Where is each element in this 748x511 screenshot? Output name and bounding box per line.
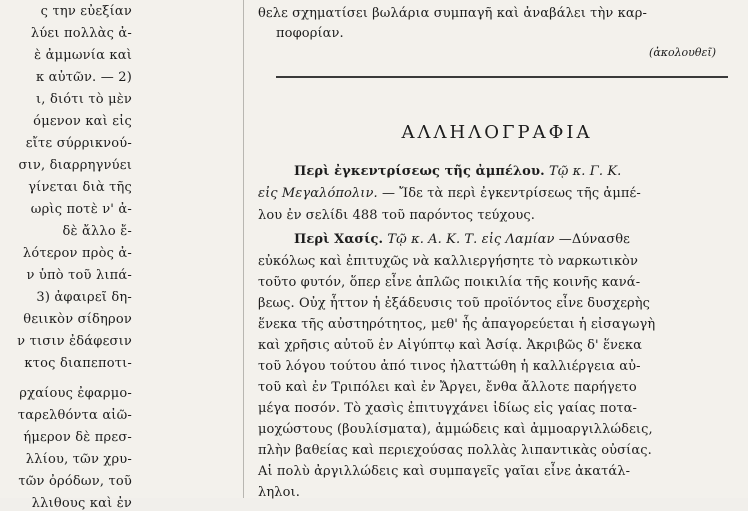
left-column-line: 3) ἀφαιρεῖ δη- [36,290,132,305]
left-column-line: λότερον πρὸς ἀ- [22,246,132,261]
item2-body-line: ληλοι. [258,485,300,500]
left-column-line: ωρὶς ποτὲ ν' ἀ- [30,202,132,217]
left-column-line: λύει πολλὰς ἀ- [30,26,132,41]
column-divider [243,0,244,498]
left-column-line: τῶν ὀρόδων, τοῦ [18,474,132,489]
item2-line1 [294,232,630,247]
continued-note: (ἀκολουθεῖ) [649,46,716,59]
item1-line1 [294,164,621,179]
left-column-line: ι, διότι τὸ μὲν [35,92,132,107]
item1-text: — Ἴδε τὰ περὶ ἐγκεντρίσεως τῆς ἀμπέ- [381,186,641,201]
left-column-line: ς την εὐεξίαν [40,4,132,19]
left-column-line: κ αὐτῶν. — 2) [36,70,132,85]
item1-place: εἰς Μεγαλόπολιν. [258,186,378,201]
item1-line3: λου ἐν σελίδι 488 τοῦ παρόντος τεύχους. [258,208,535,223]
item1-line2 [258,186,641,201]
item2-body-line: ἕνεκα τῆς αὐστηρότητος, μεθ' ἧς ἀπαγορεύεται ἡ εἰσαγωγὴ [258,317,656,332]
item2-body-line: καὶ χρῆσις αὐτοῦ ἐν Αἰγύπτῳ καὶ Ἀσίᾳ. Ἀκριβῶς δ' ἕνεκα [258,338,642,353]
right-column [258,0,736,498]
item2-body-line: μοχώστους (βουλίσματα), ἀμμώδεις καὶ ἀμμοαργιλλώδεις, [258,422,653,437]
item1-addressee: Τῷ κ. Γ. Κ. [548,164,622,179]
left-column-line: θειικὸν σίδηρον [23,312,132,327]
left-column-line: ρχαίους ἐφαρμο- [19,386,132,401]
continuation-line: ποφορίαν. [276,26,344,41]
item2-body-line: τοῦ καὶ ἐν Τριπόλει καὶ ἐν Ἄργει, ἔνθα ἄλλοτε παρήγετο [258,380,637,395]
item2-body-line: τοῦτο φυτόν, ὅπερ εἶνε ἁπλῶς ποικιλία τῆς κοινῆς κανά- [258,275,641,290]
item2-body-line: τοῦ λόγου τούτου ἀπό τινος ἠλαττώθη ἡ καλλιέργεια αὐ- [258,359,641,374]
item2-first-text: —Δύνασθε [558,232,630,247]
item2-body-line: βεως. Οὐχ ἧττον ἡ ἐξάδευσις τοῦ προϊόντος εἶνε δυσχερὴς [258,296,651,311]
left-column-line: δὲ ἄλλο ἔ- [62,224,132,239]
section-rule [276,76,728,78]
left-column-line: εἴτε σύρρικνού- [25,136,132,151]
continuation-line: θελε σχηματίσει βωλάρια συμπαγῆ καὶ ἀναβάλει τὴν καρ- [258,6,647,21]
left-column-line: λλίου, τῶν χρυ- [25,452,132,467]
item1-title: Περὶ ἐγκεντρίσεως τῆς ἀμπέλου. [294,164,545,179]
item2-body-line: πλὴν βαθείας καὶ περιεχούσας πολλὰς λιπαντικὰς οὐσίας. [258,443,652,458]
item2-body-line: Αἱ πολὺ ἀργιλλώδεις καὶ συμπαγεῖς γαῖαι εἶνε ἀκατάλ- [258,464,631,479]
left-column-line: όμενον καὶ εἰς [33,114,132,129]
left-column-line: γίνεται διὰ τῆς [28,180,132,195]
left-column-line: ὲ ἀμμωνία καὶ [34,48,132,63]
left-column-line: κτος διαπεποτι- [24,356,132,371]
section-heading: ΑΛΛΗΛΟΓΡΑΦΙΑ [401,122,593,143]
left-column-line: λλιθους καὶ ἐν [31,496,132,511]
item2-body-line: εὐκόλως καὶ ἐπιτυχῶς νὰ καλλιεργήσητε τὸ ναρκωτικὸν [258,254,638,269]
item2-addressee: Τῷ κ. Α. Κ. Τ. εἰς Λαμίαν [387,232,555,247]
left-column-line: ταρελθόντα αἰῶ- [17,408,132,423]
left-column-line: ν τισιν ἐδάφεσιν [17,334,132,349]
item2-body-line: μέγα ποσόν. Τὸ χασὶς ἐπιτυγχάνει ἰδίως εἰς γαίας ποτα- [258,401,638,416]
left-column-line: ν ὑπὸ τοῦ λιπά- [26,268,132,283]
left-column-line: ήμερον δὲ πρεσ- [23,430,132,445]
left-column-line: σιν, διαρρηγνύει [18,158,132,173]
item2-title: Περὶ Χασίς. [294,232,384,247]
left-column [0,0,152,511]
